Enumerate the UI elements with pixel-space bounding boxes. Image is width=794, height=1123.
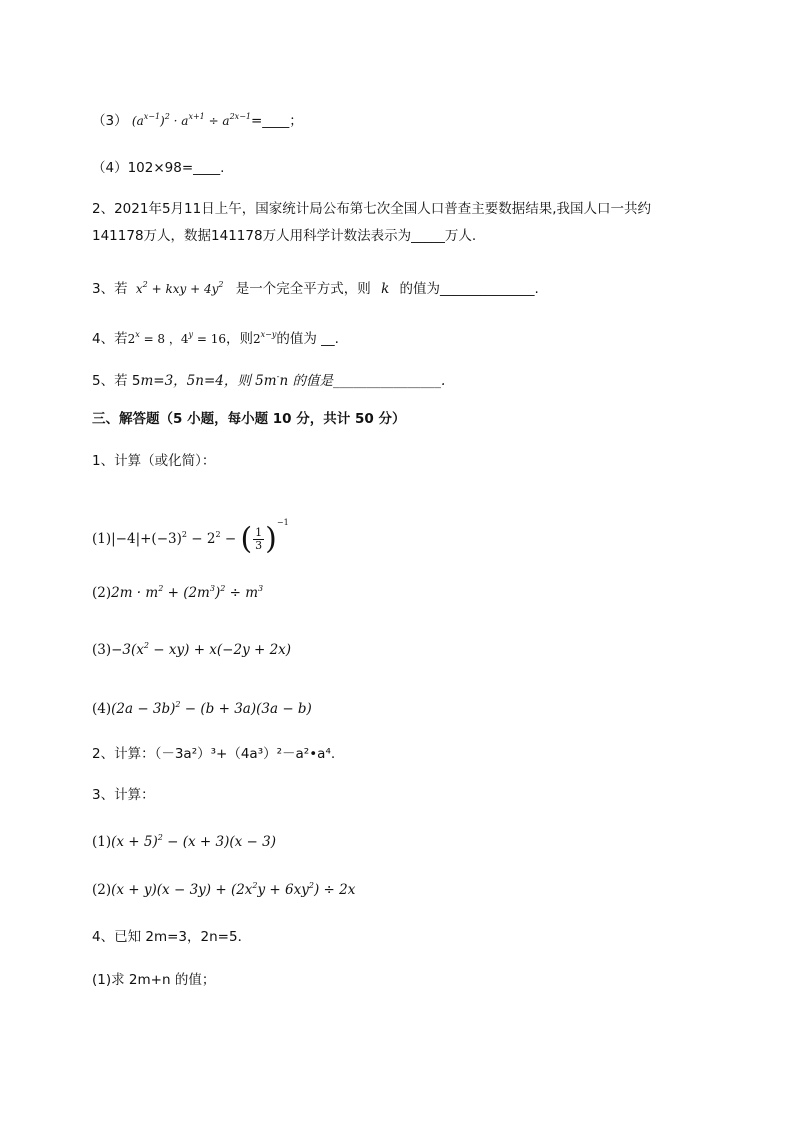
q1-4-number: （4） (92, 160, 128, 176)
q5-e: - (276, 372, 280, 381)
q5-b: m=3，5 (140, 373, 196, 389)
p1-item1: $(1)|-4|+(-3)^2 - 2^2$ − ( $\frac{1}{3}$ )$^{-1}$ (92, 518, 289, 557)
p1-item2: $(2)2m \cdot m^2 + (2m^3)^2 \div m^3$ (92, 584, 264, 601)
q1-3-blank: =____； (251, 113, 303, 129)
p1-item4-num: (4) (92, 701, 112, 717)
q2-line2: 141178万人，数据141178万人用科学计数法表示为_____万人. (92, 228, 477, 244)
section3-heading: 三、解答题（5 小题，每小题 10 分，共计 50 分） (92, 411, 406, 427)
q1-4-text: 102×98=____. (127, 160, 225, 176)
q3-var: k (381, 281, 390, 297)
p1-item3-num: (3) (92, 642, 112, 658)
p1-item3: $(3)-3(x^2 - xy) + x(-2y + 2x)$ (92, 641, 292, 658)
q1-3-number: （3） (92, 113, 128, 129)
q2-line1: 2、2021年5月11日上午，国家统计局公布第七次全国人口普查主要数据结果,我国人口一共约 (92, 201, 652, 217)
p3-title: 3、计算： (92, 787, 155, 803)
q3-suffix: 的值为______________. (399, 281, 539, 297)
q1-3-expression: $(a^{x-1})^2 \cdot a^{x+1} \div a^{2x-1}$ (131, 112, 251, 128)
q1-4-line (92, 159, 224, 177)
q5-a: 5、若 5 (92, 373, 141, 389)
q4-target: $2^{x-y}$ (253, 330, 277, 346)
q3-line (92, 276, 539, 298)
q3-expression: $x^2$ + kxy + $4y^2$ (135, 280, 224, 296)
q5-f: n 的值是________________. (279, 373, 446, 389)
p4-title: 4、已知 2m=3，2n=5． (92, 929, 252, 945)
q3-mid: 是一个完全平方式，则 (235, 281, 371, 297)
p3-item2: $(2)(x + y)(x - 3y) + (2x^2y + 6xy^2) \div 2x$ (92, 881, 356, 898)
q4-suffix: 的值为 __. (276, 331, 339, 347)
p3-item1: $(1)(x + 5)^2 - (x + 3)(x - 3)$ (92, 833, 277, 850)
q4-line (92, 326, 339, 348)
q5-d: m (263, 373, 277, 389)
p1-item2-num: (2) (92, 585, 112, 601)
p4-sub1: (1)求 2m+n 的值； (92, 972, 216, 988)
q4-prefix: 4、若 (92, 331, 128, 347)
p3-item2-num: (2) (92, 882, 112, 898)
p3-item1-num: (1) (92, 834, 112, 850)
p2-title: 2、计算：（－3a²）³+（4a³）²－a²•a⁴. (92, 746, 336, 762)
p1-title: 1、计算（或化简）： (92, 453, 216, 469)
q1-3-line (92, 108, 303, 130)
p1-item4: $(4)(2a - 3b)^2 - (b + 3a)(3a - b)$ (92, 700, 312, 717)
q4-mid: ，则 (226, 331, 254, 347)
p1-item1-num: (1) (92, 531, 112, 547)
fraction-one-third: $\frac{1}{3}$ (255, 526, 263, 552)
q4-expression: $2^x = 8$ ，$4^y = 16$ (127, 330, 227, 346)
q5-c: n=4，则 5 (195, 373, 264, 389)
q3-prefix: 3、若 (92, 281, 128, 297)
q5-line (92, 368, 445, 390)
